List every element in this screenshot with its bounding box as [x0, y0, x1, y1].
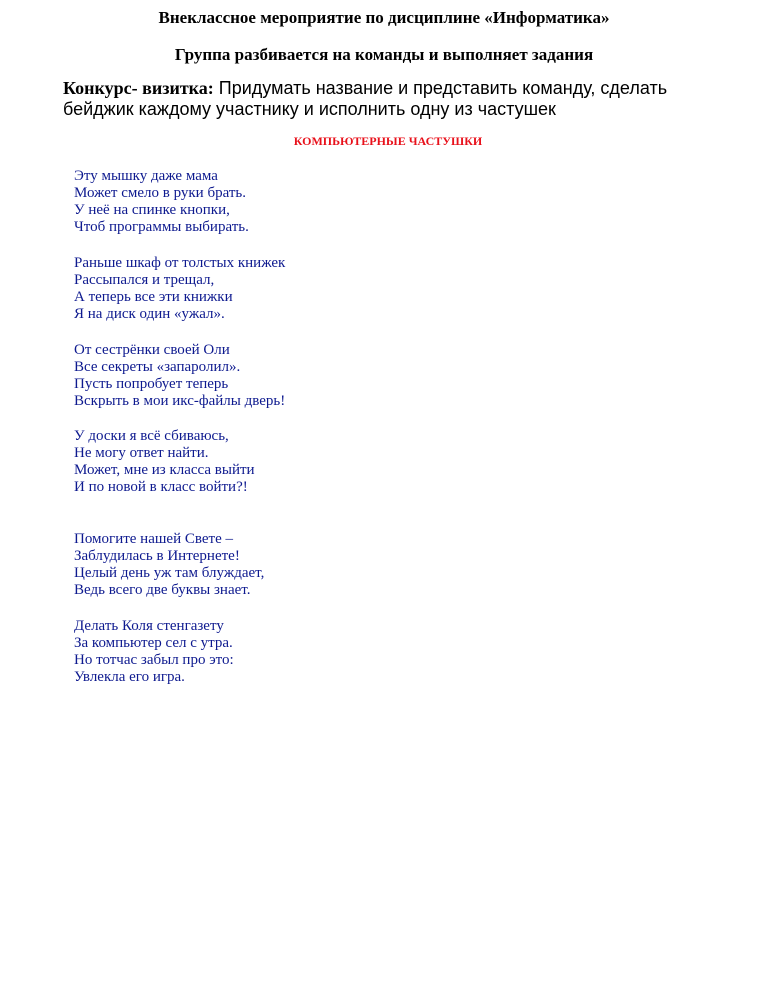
contest-label: Конкурс- визитка: — [63, 78, 214, 98]
poem-line: Пусть попробует теперь — [74, 376, 229, 392]
poem-line: Эту мышку даже мама — [74, 168, 218, 184]
contest-description — [63, 78, 713, 120]
poem-line: И по новой в класс войти?! — [74, 479, 248, 495]
poem-line: За компьютер сел с утра. — [74, 635, 233, 651]
stanza — [74, 428, 255, 496]
poem-line: Ведь всего две буквы знает. — [74, 582, 251, 598]
stanza — [74, 342, 285, 410]
poem-line: Но тотчас забыл про это: — [74, 652, 234, 668]
poem-line: У неё на спинке кнопки, — [74, 202, 230, 218]
poem-line: Не могу ответ найти. — [74, 445, 209, 461]
stanza — [74, 618, 234, 686]
poem-line: Делать Коля стенгазету — [74, 618, 224, 634]
poem-line: Увлекла его игра. — [74, 669, 185, 685]
poem-line: Все секреты «запаролил». — [74, 359, 241, 375]
poem-line: Может, мне из класса выйти — [74, 462, 255, 478]
page-subtitle: Группа разбивается на команды и выполняет задания — [174, 45, 594, 64]
poem-line: Может смело в руки брать. — [74, 185, 247, 201]
stanza — [74, 255, 285, 323]
stanza — [74, 168, 249, 236]
contest-text: Придумать название и представить команду, сделать бейджик каждому участнику и исполнить одну из частушек — [63, 78, 668, 119]
poem-line: Раньше шкаф от толстых книжек — [74, 255, 286, 271]
poem-line: Чтоб программы выбирать. — [74, 219, 249, 235]
poem-line: Помогите нашей Свете – — [74, 531, 233, 547]
poem-line: Рассыпался и трещал, — [74, 272, 215, 288]
poem-line: Вскрыть в мои икс-файлы дверь! — [74, 393, 286, 409]
poems-title: КОМПЬЮТЕРНЫЕ ЧАСТУШКИ — [293, 134, 483, 148]
stanza — [74, 531, 264, 599]
poem-line: У доски я всё сбиваюсь, — [74, 428, 229, 444]
page-title: Внеклассное мероприятие по дисциплине «Информатика» — [158, 8, 610, 27]
poem-line: Целый день уж там блуждает, — [74, 565, 265, 581]
poem-line: Заблудилась в Интернете! — [74, 548, 240, 564]
poem-line: А теперь все эти книжки — [74, 289, 233, 305]
poem-line: Я на диск один «ужал». — [74, 306, 225, 322]
poem-line: От сестрёнки своей Оли — [74, 342, 230, 358]
